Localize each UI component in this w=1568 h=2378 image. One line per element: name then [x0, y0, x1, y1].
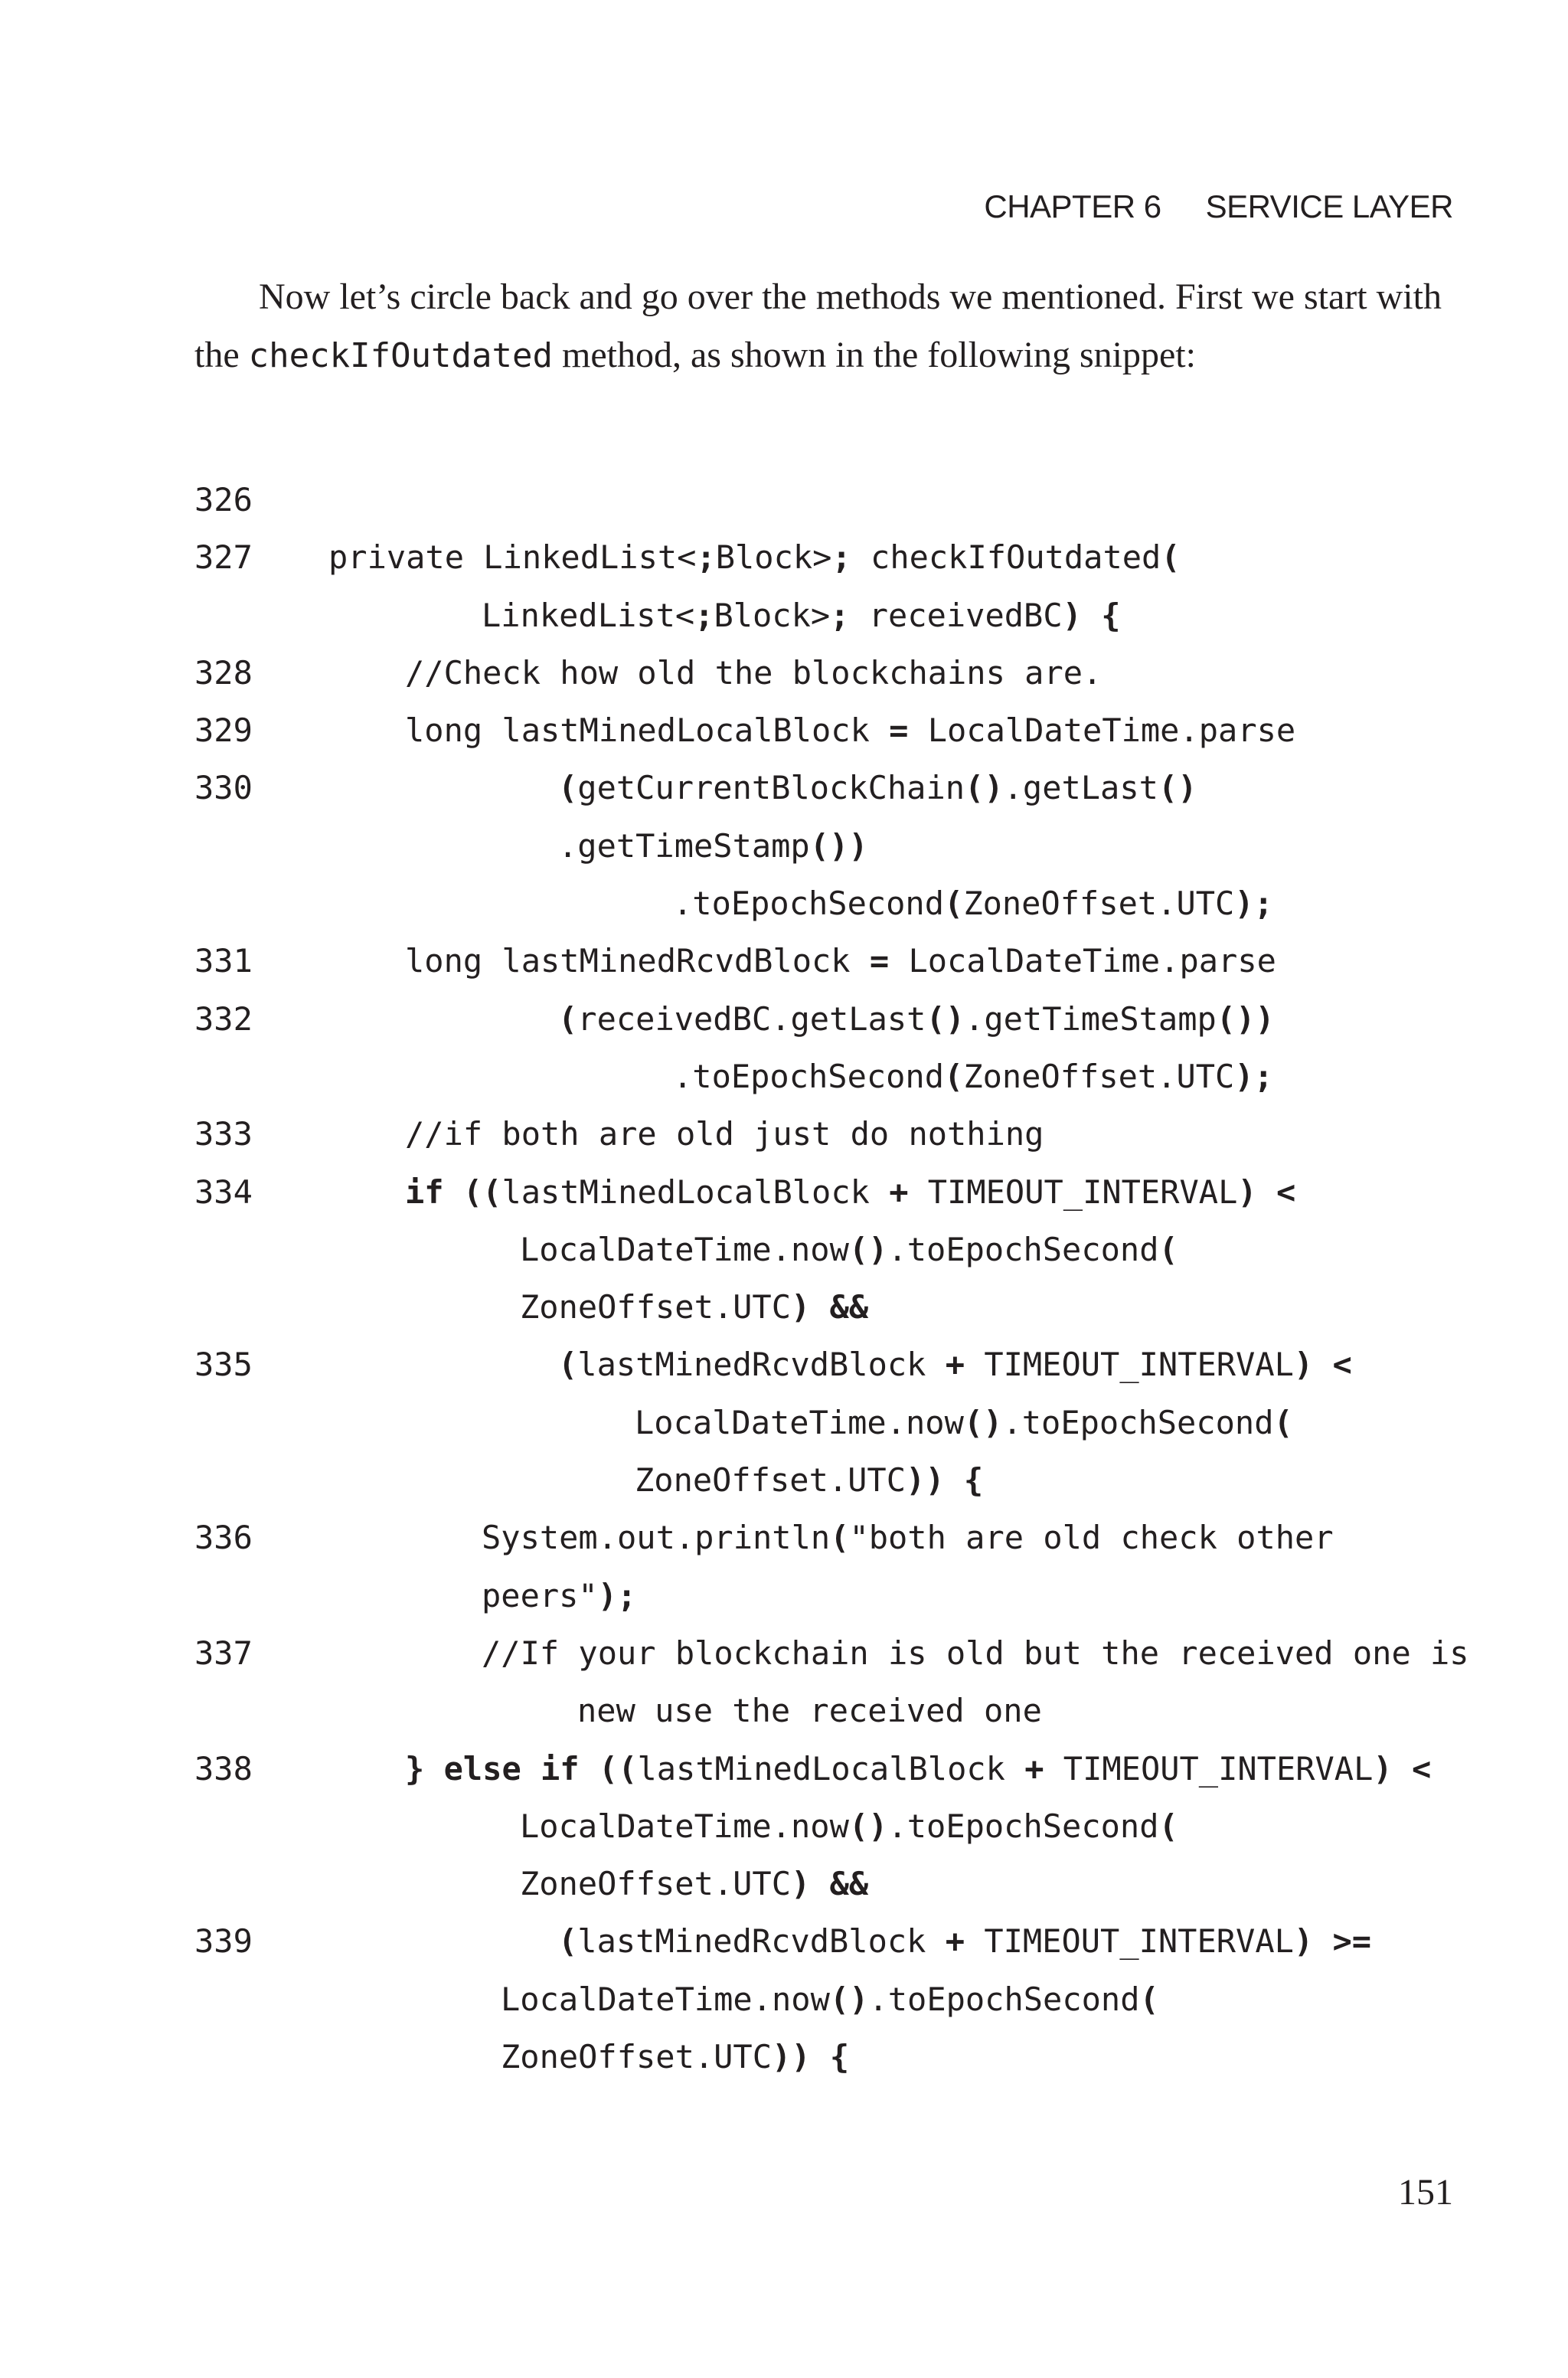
code-text: new use the received one — [577, 1692, 1042, 1730]
code-line — [194, 1797, 1465, 1855]
code-line — [194, 1105, 1465, 1163]
code-text: //If your blockchain is old but the received one is — [482, 1634, 1469, 1672]
code-line — [194, 644, 1465, 702]
code-text: (lastMinedRcvdBlock + TIMEOUT_INTERVAL) >= — [558, 1922, 1372, 1961]
code-line — [194, 1221, 1465, 1278]
code-line — [194, 1509, 1465, 1566]
line-number: 330 — [194, 769, 253, 807]
line-number: 334 — [194, 1173, 253, 1211]
code-text: //if both are old just do nothing — [405, 1115, 1044, 1153]
code-text: peers"); — [482, 1576, 637, 1614]
code-text: LocalDateTime.now().toEpochSecond( — [520, 1807, 1178, 1845]
running-header — [984, 188, 1453, 225]
code-line — [194, 1682, 1465, 1739]
line-number: 327 — [194, 538, 253, 577]
code-line — [194, 759, 1465, 816]
code-line — [194, 1163, 1465, 1221]
line-number: 329 — [194, 711, 253, 750]
code-text: long lastMinedRcvdBlock = LocalDateTime.parse — [405, 942, 1276, 980]
code-text: System.out.println("both are old check other — [482, 1519, 1334, 1557]
code-line — [194, 2028, 1465, 2085]
code-line — [194, 1451, 1465, 1509]
code-line — [194, 471, 1465, 528]
line-number: 326 — [194, 481, 253, 518]
code-line — [194, 990, 1465, 1048]
line-number: 337 — [194, 1634, 253, 1672]
line-number: 338 — [194, 1749, 253, 1788]
code-line — [194, 1567, 1465, 1624]
code-line — [194, 875, 1465, 932]
code-text: (getCurrentBlockChain().getLast() — [558, 769, 1197, 807]
code-line — [194, 528, 1465, 586]
code-text: ZoneOffset.UTC)) { — [635, 1461, 984, 1500]
code-text: LocalDateTime.now().toEpochSecond( — [635, 1403, 1293, 1441]
code-line — [194, 1394, 1465, 1451]
code-line — [194, 932, 1465, 989]
intro-text-after: method, as shown in the following snippet: — [553, 335, 1196, 375]
code-text: LocalDateTime.now().toEpochSecond( — [501, 1980, 1159, 2018]
code-line — [194, 1278, 1465, 1336]
code-text: //Check how old the blockchains are. — [405, 653, 1102, 692]
code-text: .getTimeStamp()) — [558, 826, 868, 865]
code-line — [194, 1740, 1465, 1797]
intro-text-before: Now let’s circle back and go over the methods we mentioned. First we start with the — [194, 276, 1442, 375]
line-number: 331 — [194, 942, 253, 980]
line-number: 333 — [194, 1115, 253, 1153]
code-text: LinkedList<;Block>; receivedBC) { — [482, 596, 1121, 634]
code-line — [194, 1624, 1469, 1682]
code-text: ZoneOffset.UTC) && — [520, 1288, 869, 1326]
code-listing — [194, 471, 1469, 2085]
code-line — [194, 1971, 1465, 2028]
code-text: LocalDateTime.now().toEpochSecond( — [520, 1230, 1178, 1268]
code-text: .toEpochSecond(ZoneOffset.UTC); — [673, 885, 1273, 923]
code-line — [194, 1855, 1465, 1912]
code-line — [194, 702, 1465, 759]
code-line — [194, 1912, 1465, 1970]
section-label: SERVICE LAYER — [1205, 188, 1453, 224]
code-text: ZoneOffset.UTC)) { — [501, 2038, 850, 2076]
line-number: 335 — [194, 1346, 253, 1384]
line-number: 336 — [194, 1519, 253, 1557]
code-text: } else if ((lastMinedLocalBlock + TIMEOUT_INTERVAL) < — [405, 1749, 1432, 1788]
inline-code-method: checkIfOutdated — [248, 336, 553, 375]
code-text: ZoneOffset.UTC) && — [520, 1865, 869, 1903]
code-text: if ((lastMinedLocalBlock + TIMEOUT_INTERVAL) < — [405, 1173, 1296, 1211]
chapter-label: CHAPTER 6 — [984, 188, 1161, 224]
code-line — [194, 1048, 1465, 1105]
code-line — [194, 587, 1465, 644]
code-line — [194, 1336, 1465, 1393]
code-text: (receivedBC.getLast().getTimeStamp()) — [558, 999, 1275, 1038]
code-line — [194, 817, 1465, 875]
line-number: 332 — [194, 999, 253, 1038]
line-number: 339 — [194, 1922, 253, 1961]
line-number: 328 — [194, 653, 253, 692]
code-text: private LinkedList<;Block>; checkIfOutdated( — [328, 538, 1181, 577]
intro-paragraph — [194, 268, 1465, 385]
code-text: (lastMinedRcvdBlock + TIMEOUT_INTERVAL) < — [558, 1346, 1352, 1384]
page-number: 151 — [1398, 2172, 1453, 2213]
code-text: .toEpochSecond(ZoneOffset.UTC); — [673, 1057, 1273, 1095]
code-text: long lastMinedLocalBlock = LocalDateTime.parse — [405, 711, 1296, 750]
